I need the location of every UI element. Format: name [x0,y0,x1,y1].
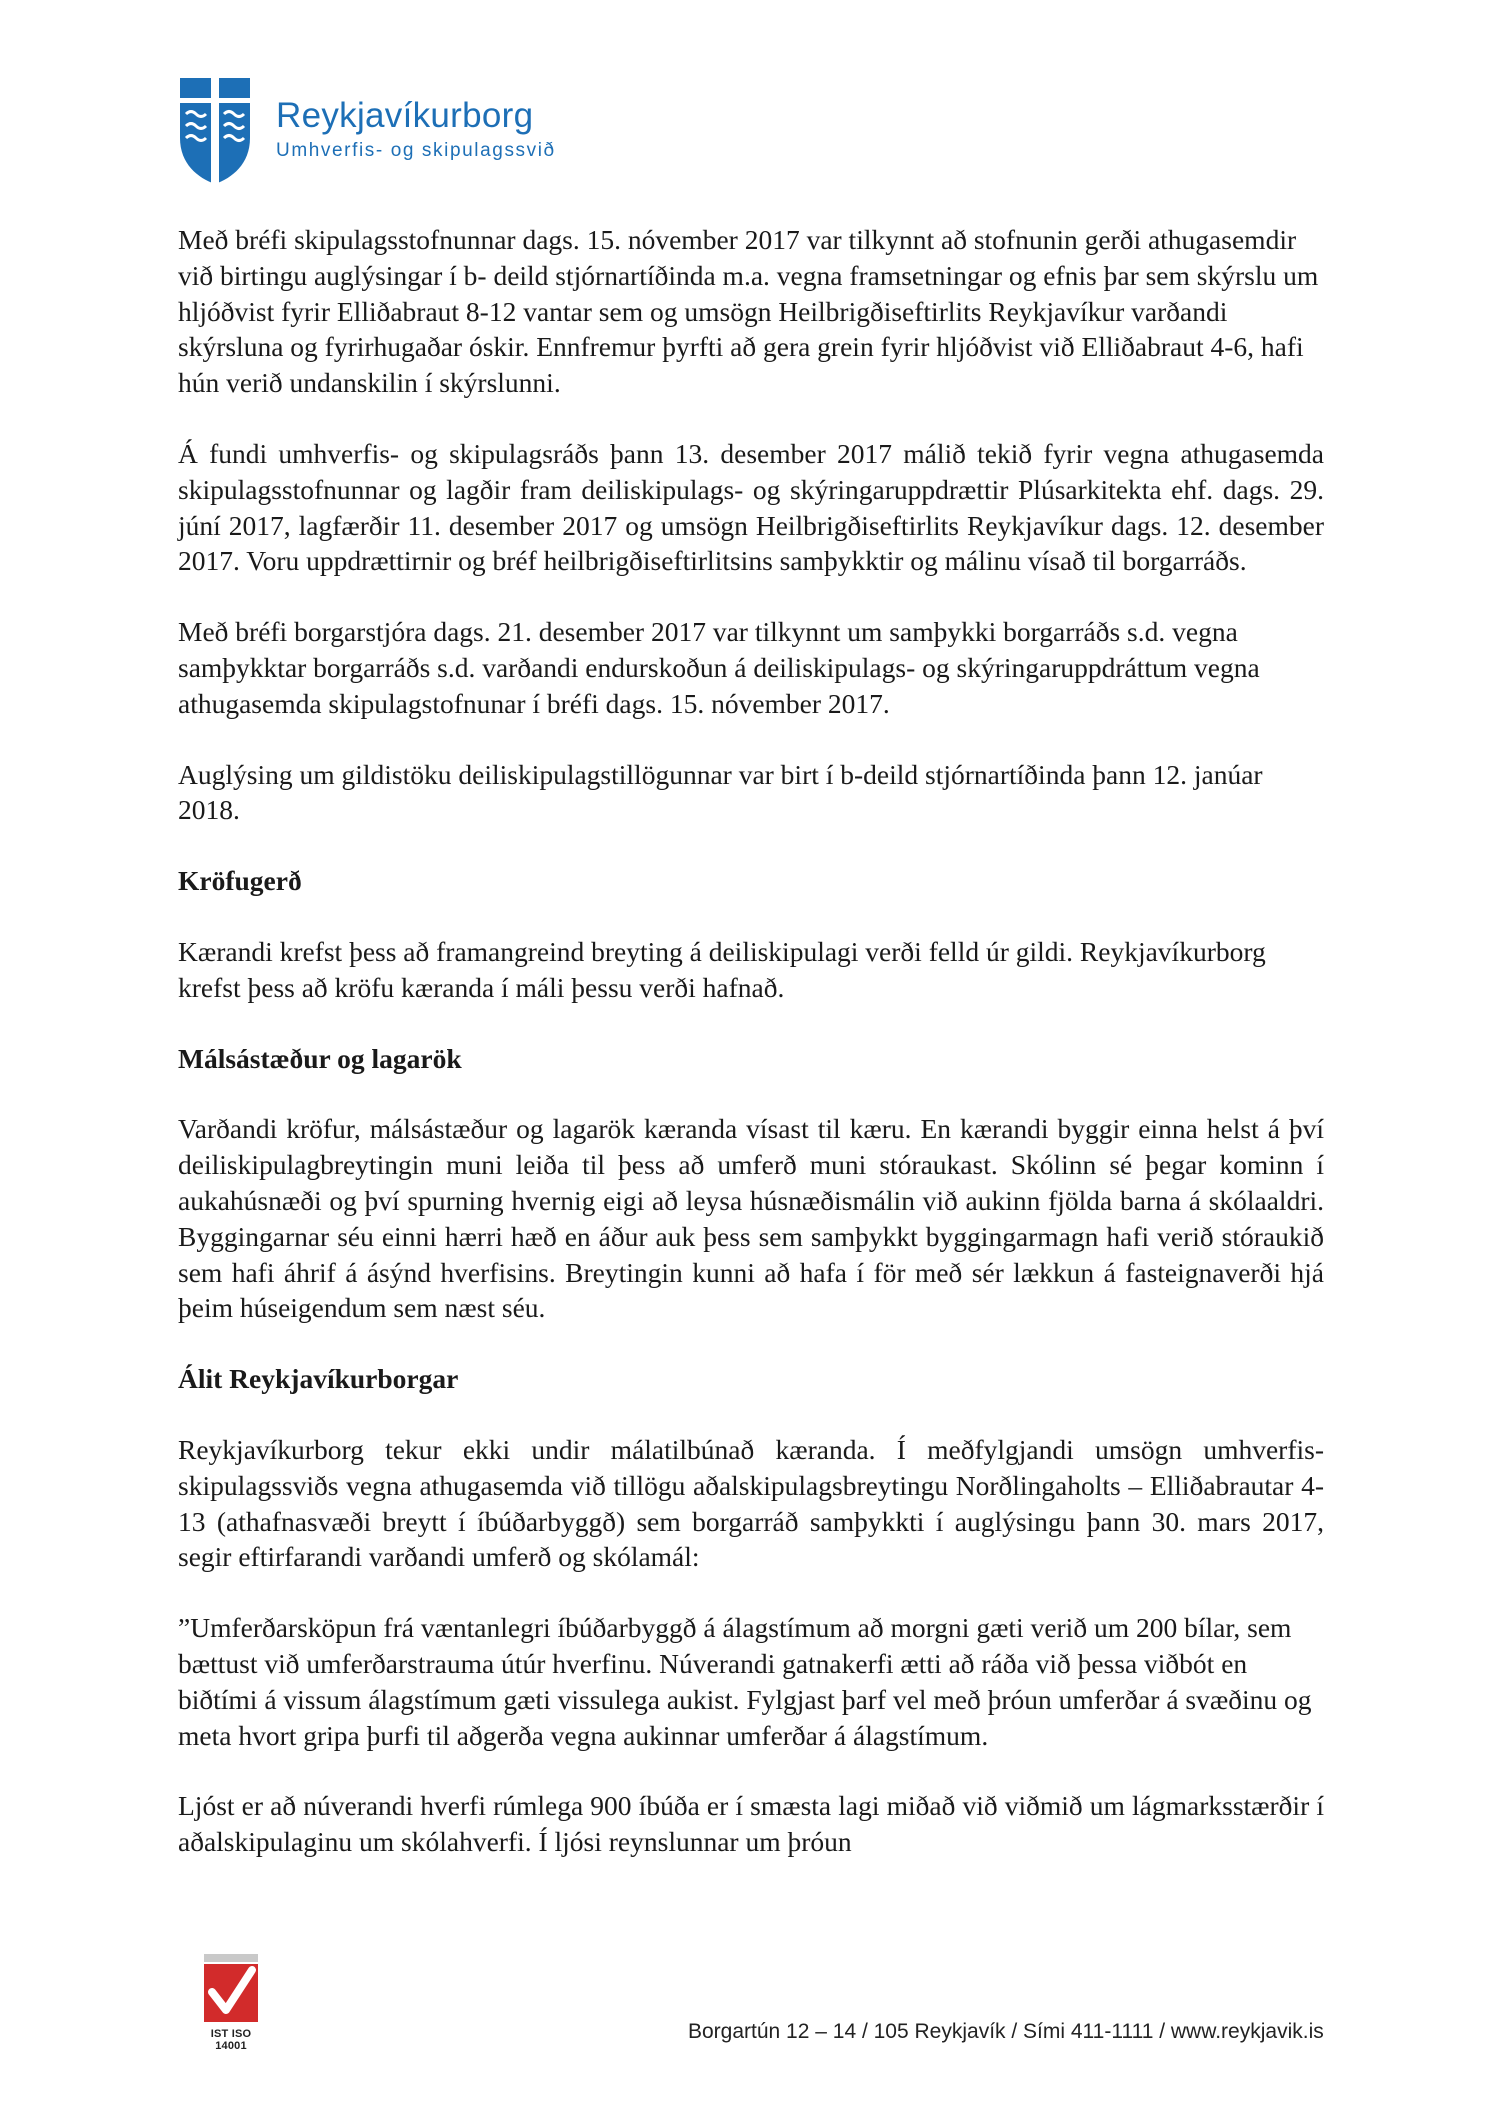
paragraph: Kærandi krefst þess að framangreind breyting á deiliskipulagi verði felld úr gildi. Reykjavíkurborg krefst þess að kröfu kæranda í máli þessu verði hafnað. [178,935,1266,1003]
paragraph: Með bréfi skipulagsstofnunnar dags. 15. nóvember 2017 var tilkynnt að stofnunin gerði athugasemdir við birtingu auglýsingar í b- deild stjórnartíðinda m.a. vegna framsetningar og efnis þar sem skýrslu um hljóðvist fyrir Elliðabraut 8-12 vantar sem og umsögn Heilbrigðiseftirlits Reykjavíkur varðandi skýrsluna og fyrirhugaðar óskir. Ennfremur þyrfti að gera grein fyrir hljóðvist við Elliðabraut 4-6, hafi hún verið undanskilin í skýrslunni. [178,224,1319,399]
footer-address: Borgartún 12 – 14 / 105 Reykjavík / Sími 411-1111 / www.reykjavik.is [688,2020,1324,2043]
paragraph: Ljóst er að núverandi hverfi rúmlega 900 íbúða er í smæsta lagi miðað við viðmið um lágmarksstærðir í aðalskipulaginu um skólahverfi. Í ljósi reynslunnar um þróun [178,1790,1324,1858]
paragraph: Með bréfi borgarstjóra dags. 21. desember 2017 var tilkynnt um samþykki borgarráðs s.d. vegna samþykktar borgarráðs s.d. varðandi endurskoðun á deiliskipulags- og skýringaruppdráttum vegna athugasemda skipulagstofnunar í bréfi dags. 15. nóvember 2017. [178,616,1260,719]
paragraph: Á fundi umhverfis- og skipulagsráðs þann 13. desember 2017 málið tekið fyrir vegna athugasemda skipulagsstofnunnar og lagðir fram deiliskipulags- og skýringaruppdrættir Plúsarkitekta ehf. dags. 29. júní 2017, lagfærðir 11. desember 2017 og umsögn Heilbrigðiseftirlits Reykjavíkur dags. 12. desember 2017. Voru uppdrættirnir og bréf heilbrigðiseftirlitsins samþykktir og málinu vísað til borgarráðs. [178,437,1324,577]
paragraph: Auglýsing um gildistöku deiliskipulagstillögunnar var birt í b-deild stjórnartíðinda þann 12. janúar 2018. [178,758,1263,826]
organization-name: Reykjavíkurborg [276,96,534,135]
section-heading-alit: Álit Reykjavíkurborgar [178,1363,459,1395]
paragraph: Varðandi kröfur, málsástæður og lagarök kæranda vísast til kæru. En kærandi byggir einna helst á því deiliskipulagbreytingin muni leiða til þess að umferð muni stóraukast. Skólinn sé þegar kominn í aukahúsnæði og því spurning hvernig eigi að leysa húsnæðismálin við aukinn fjölda barna á skólaaldri. Byggingarnar séu einni hærri hæð en áður auk þess sem samþykkt byggingarmagn hafi verið stóraukið sem hafi áhrif á ásýnd hverfisins. Breytingin kunni að hafa í för með sér lækkun á fasteignaverði hjá þeim húseigendum sem næst séu. [178,1113,1324,1324]
reykjavik-shield-logo [178,76,252,186]
department-name: Umhverfis- og skipulagssvið [276,140,556,161]
section-heading-krofugerd: Kröfugerð [178,865,302,897]
letter-body [178,222,1324,1895]
paragraph: Reykjavíkurborg tekur ekki undir málatilbúnað kæranda. Í meðfylgjandi umsögn umhverfis- skipulagssviðs vegna athugasemda við tillögu aðalskipulagsbreytingu Norðlingaholts – Elliðabrautar 4-13 (athafnasvæði breytt í íbúðarbyggð) sem borgarráð samþykkti í auglýsingu þann 30. mars 2017, segir eftirfarandi varðandi umferð og skólamál: [178,1433,1324,1573]
checkmark-icon [198,1952,264,2026]
iso-certification-badge [198,1952,264,2052]
quoted-paragraph: ”Umferðarsköpun frá væntanlegri íbúðarbyggð á álagstímum að morgni gæti verið um 200 bílar, sem bættust við umferðarstrauma útúr hverfinu. Núverandi gatnakerfi ætti að ráða við þessa viðbót en biðtími á vissum álagstímum gæti vissulega aukist. Fylgjast þarf vel með þróun umferðar á svæðinu og meta hvort gripa þurfi til aðgerða vegna aukinnar umferðar á álagstímum. [178,1612,1312,1751]
section-heading-malsastaedur: Málsástæður og lagarök [178,1042,462,1074]
certification-label: IST ISO 14001 [210,2028,252,2052]
